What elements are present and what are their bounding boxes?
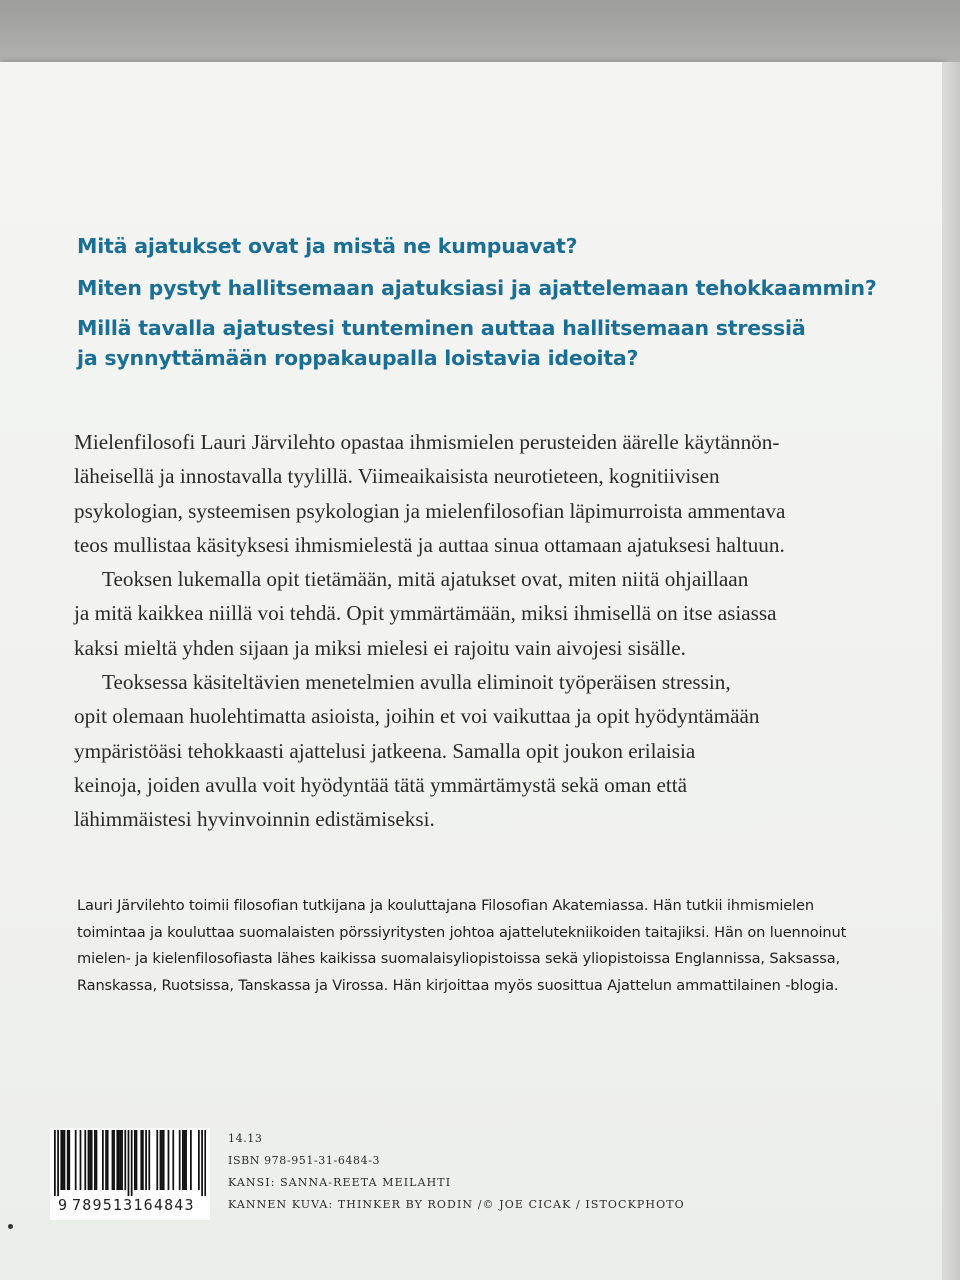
barcode-bar [57,1130,59,1196]
barcode-bar [75,1130,77,1190]
barcode-bar [134,1130,136,1190]
barcode-bar [60,1130,62,1190]
barcode-bar [121,1130,123,1190]
class-code: 14.13 [228,1132,263,1145]
barcode-bar [145,1130,147,1190]
barcode-bar [54,1130,56,1196]
backdrop [0,0,960,70]
bio-line: Lauri Järvilehto toimii filosofian tutkijana ja kouluttajana Filosofian Akatemiassa. Hän tutkii ihmismielen [77,897,814,914]
barcode-bar [124,1130,126,1190]
barcode-bar [105,1130,107,1190]
question-3-line-2: ja synnyttämään roppakaupalla loistavia ideoita? [77,346,639,370]
publication-credits [228,1128,748,1216]
blurb-line: teos mullistaa käsityksesi ihmismielestä ja auttaa sinua ottamaan ajatuksesi haltuun. [74,532,785,557]
blurb-line: psykologian, systeemisen psykologian ja mielenfilosofian läpimurroista ammentava [74,498,786,523]
bio-line: mielen- ja kielenfilosofiasta lähes kaikissa suomalaisyliopistoissa sekä yliopistoissa Englannissa, Saksassa, [77,950,841,967]
barcode-bar [84,1130,86,1190]
barcode-bar [201,1130,203,1196]
barcode-bar [120,1130,122,1190]
barcode-bar [113,1130,115,1190]
lead-questions [77,229,897,373]
barcode-bar [80,1130,82,1190]
question-3-line-1: Millä tavalla ajatustesi tunteminen auttaa hallitsemaan stressiä [77,316,806,340]
barcode-bar [64,1130,66,1190]
barcode-bar [112,1130,114,1190]
book-spine-edge [942,62,960,1280]
barcode-bar [160,1130,162,1190]
barcode-bar [107,1130,109,1190]
blurb-line: lähimmäistesi hyvinvoinnin edistämiseksi. [74,807,435,832]
barcode-bar [96,1130,98,1190]
bio-line: Ranskassa, Ruotsissa, Tanskassa ja Virossa. Hän kirjoittaa myös suosittua Ajattelun ammattilainen -blogia. [77,976,839,994]
barcode-bar [182,1130,184,1190]
barcode-bar [156,1130,158,1190]
blurb-body [74,425,860,837]
question-1: Mitä ajatukset ovat ja mistä ne kumpuavat? [77,234,578,258]
blurb-line: läheisellä ja innostavalla tyylillä. Viimeaikaisista neurotieteen, kognitiivisen [74,464,720,489]
barcode-bar [88,1130,90,1190]
barcode-bar [140,1130,142,1190]
cover-image-credit: KANNEN KUVA: THINKER BY RODIN /© JOE CICAK / ISTOCKPHOTO [228,1198,685,1211]
author-bio [77,893,907,999]
barcode-bar [116,1130,118,1190]
blurb-line: kaksi mieltä yhden sijaan ja miksi mielesi ei rajoitu vain aivojesi sisälle. [74,635,686,660]
blurb-line: opit olemaan huolehtimatta asioista, joihin et voi vaikuttaa ja opit hyödyntämään [74,704,760,729]
barcode-bar [67,1130,69,1190]
barcode-bar [68,1130,70,1190]
barcode-bar [62,1130,64,1190]
question-2: Miten pystyt hallitsemaan ajatuksiasi ja ajattelemaan tehokkaammin? [77,276,877,300]
blurb-line: ja mitä kaikkea niillä voi tehdä. Opit ymmärtämään, miksi ihmisellä on itse asiassa [74,601,777,626]
barcode-bar [190,1130,192,1190]
barcode-first-digit: 9 [58,1196,69,1214]
blurb-line: Mielenfilosofi Lauri Järvilehto opastaa ihmismielen perusteiden äärelle käytännön- [74,430,780,454]
barcode-bar [94,1130,96,1190]
bio-line: toimintaa ja kouluttaa suomalaisten pörssiyritysten johtoa ajattelutekniikoiden taitajiksi. Hän on luennoinut [77,923,847,941]
barcode-bar [161,1130,163,1190]
blurb-line: ympäristöäsi tehokkaasti ajattelusi jatkeena. Samalla opit joukon erilaisia [74,738,696,763]
barcode-bar [179,1130,181,1190]
dust-speck [8,1224,13,1229]
isbn-line: ISBN 978-951-31-6484-3 [228,1154,381,1167]
barcode-bar [142,1130,144,1190]
barcode-number: 789513164843 [72,1196,195,1214]
barcode-bar [102,1130,104,1190]
barcode-bar [136,1130,138,1190]
barcode-bar [91,1130,93,1190]
barcode-bar [89,1130,91,1190]
blurb-line: Teoksen lukemalla opit tietämään, mitä ajatukset ovat, miten niitä ohjaillaan [102,567,749,592]
barcode-bars [54,1130,206,1196]
barcode-bar [148,1130,150,1190]
barcode-bar [118,1130,120,1190]
barcode-bar [184,1130,186,1190]
barcode-bar [204,1130,206,1196]
cover-design-credit: KANSI: SANNA-REETA MEILAHTI [228,1176,452,1189]
barcode-bar [172,1130,174,1190]
barcode-bar [168,1130,170,1190]
barcode-bar [185,1130,187,1190]
barcode-bar [131,1130,133,1196]
blurb-line: Teoksessa käsiteltävien menetelmien avulla eliminoit työperäisen stressin, [102,670,731,695]
blurb-line: keinoja, joiden avulla voit hyödyntää tätä ymmärtämystä sekä oman että [74,772,688,797]
barcode-bar [198,1130,200,1190]
barcode-bar [163,1130,165,1190]
barcode-bar [128,1130,130,1196]
